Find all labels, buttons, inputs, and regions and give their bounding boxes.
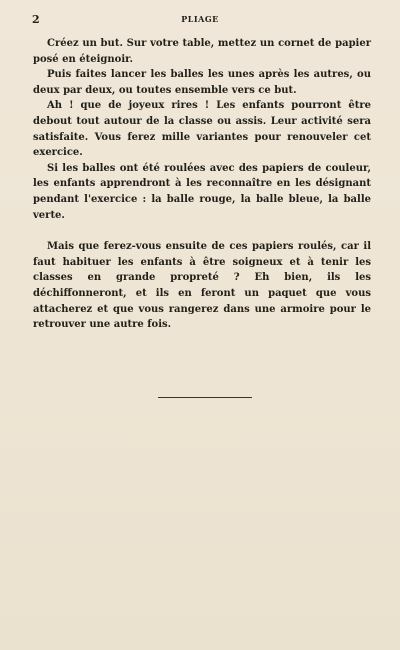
running-head: PLIAGE	[181, 14, 219, 24]
paragraph: Puis faites lancer les balles les unes après les autres, ou deux par deux, ou toutes ensemble vers ce but.	[33, 69, 371, 96]
paragraph: Ah ! que de joyeux rires ! Les enfants pourront être debout tout autour de la classe ou assis. Leur activité sera satisfaite. Vous ferez mille variantes pour renouveler cet exercice.	[33, 100, 371, 159]
page-number: 2	[32, 13, 40, 26]
paragraph: Mais que ferez-vous ensuite de ces papiers roulés, car il faut habituer les enfants à être soigneux et à tenir les classes en grande propreté ? Eh bien, ils les déchiffonneront, et ils en feront un paquet que vous attacherez et que vous rangerez dans une armoire pour le retrouver une autre fois.	[33, 241, 371, 331]
section-divider-rule	[158, 397, 252, 398]
body-text	[33, 36, 371, 333]
paragraph: Créez un but. Sur votre table, mettez un cornet de papier posé en éteignoir.	[33, 38, 371, 65]
paragraph: Si les balles ont été roulées avec des papiers de couleur, les enfants apprendront à les reconnaître en les désignant pendant l'exercice : la balle rouge, la balle bleue, la balle verte.	[33, 162, 371, 221]
